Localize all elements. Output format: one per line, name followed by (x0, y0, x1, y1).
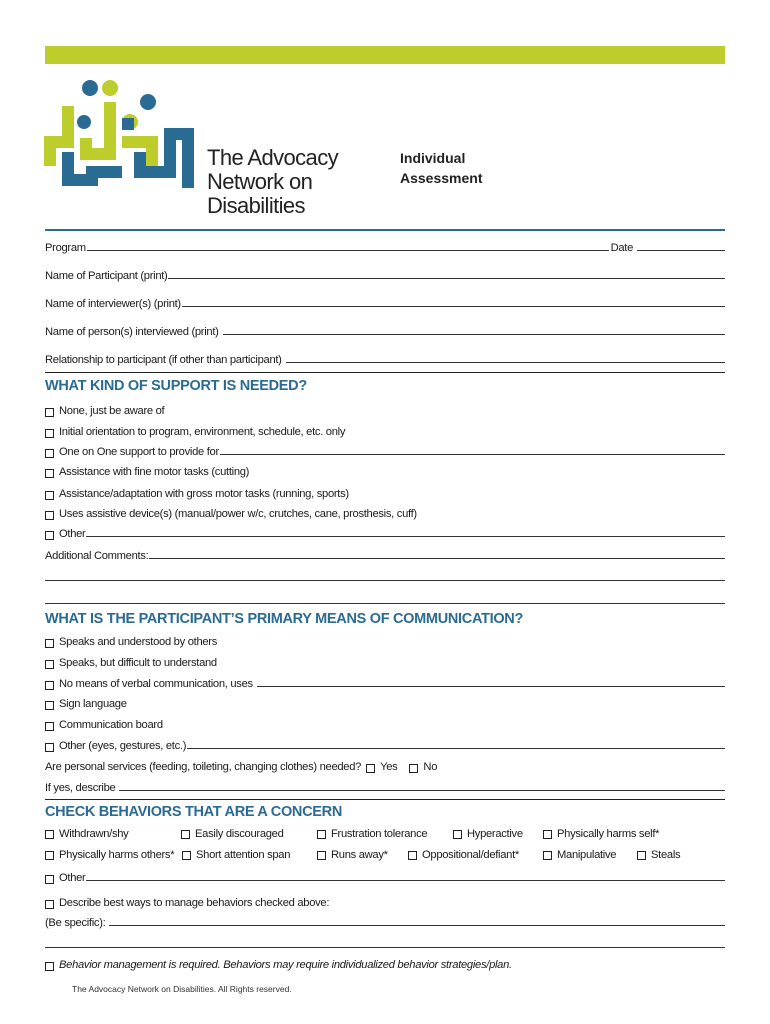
communication-option-row (45, 715, 725, 731)
support-other-checkbox[interactable] (45, 531, 54, 540)
logo-line-3: Disabilities (207, 193, 305, 218)
program-label: Program (45, 242, 86, 254)
relationship-field-row (45, 350, 725, 366)
section-divider (45, 799, 725, 800)
behavior-option: Frustration tolerance (317, 826, 427, 842)
persons-interviewed-field-row (45, 322, 725, 338)
comments-blank-line[interactable] (45, 580, 725, 581)
steals-checkbox[interactable] (637, 851, 646, 860)
communication-option-label: Other (eyes, gestures, etc.) (59, 740, 187, 752)
additional-comments-input-line[interactable] (149, 558, 725, 559)
program-input-line[interactable] (87, 250, 609, 251)
be-specific-input-line[interactable] (109, 925, 725, 926)
logo-line-1: The Advocacy (207, 145, 338, 170)
date-label: Date (610, 242, 633, 254)
support-option-row (45, 524, 725, 540)
behavior-other-row (45, 868, 725, 884)
support-gross-motor-checkbox[interactable] (45, 491, 54, 500)
additional-comments-label: Additional Comments: (45, 550, 149, 562)
communication-option-label: Communication board (59, 719, 163, 731)
support-option-label: None, just be aware of (59, 405, 165, 417)
interviewer-label: Name of interviewer(s) (print) (45, 298, 181, 310)
support-other-input-line[interactable] (86, 536, 725, 537)
short-attention-checkbox[interactable] (182, 851, 191, 860)
behavior-option: Oppositional/defiant* (408, 847, 519, 863)
oppositional-checkbox[interactable] (408, 851, 417, 860)
behavior-option: Manipulative (543, 847, 616, 863)
behavior-other-label: Other (59, 872, 86, 884)
communication-option-label: Speaks and understood by others (59, 636, 218, 648)
describe-row (45, 893, 725, 909)
support-fine-motor-checkbox[interactable] (45, 469, 54, 478)
harms-self-checkbox[interactable] (543, 830, 552, 839)
be-specific-row (45, 913, 725, 929)
support-option-label: One on One support to provide for (59, 446, 219, 458)
behavior-option: Withdrawn/shy (45, 826, 128, 842)
yes-label: Yes (380, 761, 398, 773)
communication-option-row (45, 674, 725, 690)
support-option-row (45, 462, 725, 478)
comm-other-checkbox[interactable] (45, 743, 54, 752)
communication-option-label: No means of verbal communication, uses (59, 678, 253, 690)
be-specific-label: (Be specific): (45, 917, 106, 929)
support-option-label: Assistance/adaptation with gross motor tasks (running, sports) (59, 488, 349, 500)
support-one-on-one-input-line[interactable] (220, 454, 725, 455)
support-heading: WHAT KIND OF SUPPORT IS NEEDED? (45, 378, 307, 394)
behavior-option: Steals (637, 847, 680, 863)
comm-board-checkbox[interactable] (45, 722, 54, 731)
comments-blank-line[interactable] (45, 603, 725, 604)
comm-sign-language-checkbox[interactable] (45, 701, 54, 710)
support-option-label: Assistance with fine motor tasks (cutting) (59, 466, 250, 478)
support-orientation-checkbox[interactable] (45, 429, 54, 438)
easily-discouraged-checkbox[interactable] (181, 830, 190, 839)
behavior-option: Physically harms self* (543, 826, 659, 842)
support-option-row (45, 401, 725, 417)
personal-services-row (45, 757, 725, 773)
comm-speaks-checkbox[interactable] (45, 639, 54, 648)
participant-input-line[interactable] (168, 278, 725, 279)
program-field-row (45, 238, 725, 254)
additional-comments-row (45, 546, 725, 562)
date-input-line[interactable] (637, 250, 725, 251)
support-option-label: Initial orientation to program, environment, schedule, etc. only (59, 426, 346, 438)
support-option-row (45, 484, 725, 500)
describe-checkbox[interactable] (45, 900, 54, 909)
header-divider (45, 229, 725, 231)
hyperactive-checkbox[interactable] (453, 830, 462, 839)
comm-nonverbal-input-line[interactable] (257, 686, 725, 687)
behavior-option: Short attention span (182, 847, 290, 863)
communication-option-row (45, 736, 725, 752)
comm-other-input-line[interactable] (187, 748, 725, 749)
if-yes-label: If yes, describe (45, 782, 116, 794)
behavior-option: Hyperactive (453, 826, 523, 842)
support-option-label: Uses assistive device(s) (manual/power w/c, crutches, cane, prosthesis, cuff) (59, 508, 417, 520)
participant-field-row (45, 266, 725, 282)
support-assistive-device-checkbox[interactable] (45, 511, 54, 520)
section-divider (45, 372, 725, 373)
support-none-checkbox[interactable] (45, 408, 54, 417)
if-yes-row (45, 778, 725, 794)
harms-others-checkbox[interactable] (45, 851, 54, 860)
if-yes-input-line[interactable] (119, 790, 725, 791)
behavior-option: Physically harms others* (45, 847, 174, 863)
withdrawn-checkbox[interactable] (45, 830, 54, 839)
communication-option-row (45, 653, 725, 669)
relationship-label: Relationship to participant (if other than participant) (45, 354, 282, 366)
management-required-label: Behavior management is required. Behaviors may require individualized behavior strategies/plan. (59, 959, 512, 971)
interviewer-field-row (45, 294, 725, 310)
document-title: Individual Assessment (400, 150, 483, 186)
management-required-row (45, 955, 725, 971)
behavior-blank-line[interactable] (45, 947, 725, 948)
logo-wordmark (207, 146, 338, 218)
footer-copyright: The Advocacy Network on Disabilities. All Rights reserved. (72, 984, 292, 994)
comm-nonverbal-checkbox[interactable] (45, 681, 54, 690)
communication-option-row (45, 632, 725, 648)
support-option-row (45, 504, 725, 520)
personal-services-no-checkbox[interactable] (409, 764, 418, 773)
no-label: No (423, 761, 438, 773)
logo-line-2: Network on (207, 169, 313, 194)
describe-label: Describe best ways to manage behaviors checked above: (59, 897, 330, 909)
personal-services-question: Are personal services (feeding, toileting, changing clothes) needed? (45, 761, 362, 773)
support-option-label: Other (59, 528, 86, 540)
interviewer-input-line[interactable] (182, 306, 725, 307)
support-option-row (45, 422, 725, 438)
manipulative-checkbox[interactable] (543, 851, 552, 860)
comm-difficult-checkbox[interactable] (45, 660, 54, 669)
advocacy-network-logo-icon (44, 78, 204, 218)
support-option-row (45, 442, 725, 458)
behavior-option: Easily discouraged (181, 826, 284, 842)
behaviors-heading: CHECK BEHAVIORS THAT ARE A CONCERN (45, 804, 342, 820)
persons-interviewed-label: Name of person(s) interviewed (print) (45, 326, 219, 338)
runs-away-checkbox[interactable] (317, 851, 326, 860)
relationship-input-line[interactable] (286, 362, 725, 363)
communication-option-row (45, 694, 725, 710)
behavior-other-input-line[interactable] (86, 880, 725, 881)
communication-heading: WHAT IS THE PARTICIPANT’S PRIMARY MEANS OF COMMUNICATION? (45, 611, 524, 627)
behavior-option: Runs away* (317, 847, 388, 863)
frustration-tolerance-checkbox[interactable] (317, 830, 326, 839)
top-accent-bar (45, 46, 725, 64)
communication-option-label: Sign language (59, 698, 127, 710)
behavior-other-checkbox[interactable] (45, 875, 54, 884)
participant-label: Name of Participant (print) (45, 270, 168, 282)
personal-services-yes-checkbox[interactable] (366, 764, 375, 773)
support-one-on-one-checkbox[interactable] (45, 449, 54, 458)
management-required-checkbox[interactable] (45, 962, 54, 971)
persons-interviewed-input-line[interactable] (223, 334, 725, 335)
communication-option-label: Speaks, but difficult to understand (59, 657, 217, 669)
